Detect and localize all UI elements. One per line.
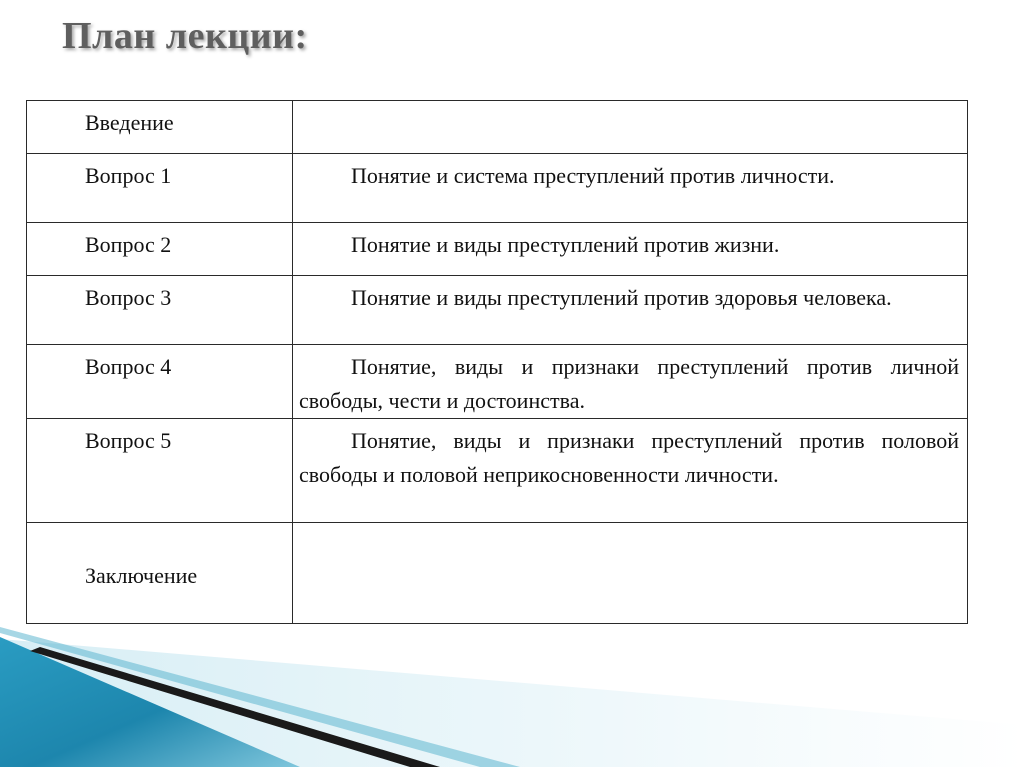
row-label-cell	[27, 223, 293, 276]
row-topic-cell	[293, 523, 968, 624]
row-topic-cell	[293, 345, 968, 419]
row-topic-cell	[293, 419, 968, 523]
row-topic: Понятие и система преступлений против личности.	[351, 163, 835, 188]
row-label: Вопрос 3	[85, 285, 172, 310]
table-row-question-5	[27, 419, 968, 523]
row-topic-cell	[293, 101, 968, 154]
table-row-question-3	[27, 276, 968, 345]
slide-title: План лекции:	[62, 15, 308, 57]
row-label: Вопрос 2	[85, 232, 172, 257]
table-row-conclusion	[27, 523, 968, 624]
row-topic: Понятие и виды преступлений против жизни.	[351, 232, 780, 257]
table-row-intro	[27, 101, 968, 154]
row-topic: Понятие и виды преступлений против здоровья человека.	[351, 285, 892, 310]
row-topic-cell	[293, 276, 968, 345]
row-label: Вопрос 4	[85, 354, 172, 379]
row-topic: Понятие, виды и признаки преступлений против половой свободы и половой неприкосновенности личности.	[299, 428, 959, 487]
row-topic	[293, 101, 967, 106]
row-label-cell	[27, 276, 293, 345]
row-topic: Понятие, виды и признаки преступлений против личной свободы, чести и достоинства.	[299, 354, 959, 413]
table-row-question-1	[27, 154, 968, 223]
row-label: Введение	[85, 110, 174, 135]
row-topic-cell	[293, 223, 968, 276]
row-label: Вопрос 5	[85, 428, 172, 453]
row-topic-cell	[293, 154, 968, 223]
lecture-plan-table	[26, 100, 968, 624]
row-label-cell	[27, 101, 293, 154]
table-row-question-2	[27, 223, 968, 276]
row-label-cell	[27, 523, 293, 624]
row-label-cell	[27, 419, 293, 523]
row-label-cell	[27, 345, 293, 419]
bottom-decorative-swoosh	[0, 627, 1024, 767]
row-label: Вопрос 1	[85, 163, 172, 188]
row-label-cell	[27, 154, 293, 223]
row-topic	[293, 523, 967, 528]
table-row-question-4	[27, 345, 968, 419]
row-label: Заключение	[85, 563, 198, 588]
